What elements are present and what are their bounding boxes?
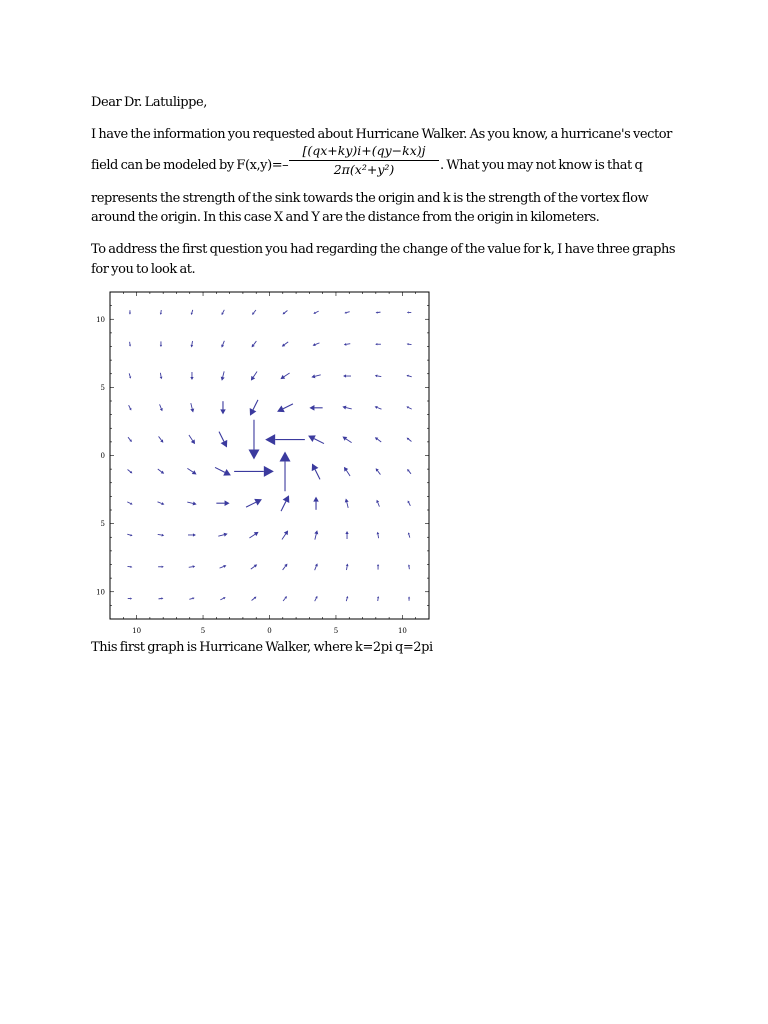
vector-arrow (160, 310, 162, 315)
vector-arrow (189, 565, 195, 568)
vector-arrow-head (130, 566, 132, 568)
vector-arrow-head (193, 533, 196, 536)
paragraph-1-line-1: I have the information you requested about Hurricane Walker. As you know, a hurricane's vector (91, 127, 672, 142)
vector-arrow (314, 530, 318, 539)
vector-arrow-head (190, 345, 193, 348)
vector-arrow (190, 372, 193, 380)
vector-arrow-head (160, 345, 162, 347)
paragraph-1-line-3: represents the strength of the sink towards the origin and k is the strength of the vortex flow (91, 191, 649, 206)
vector-arrow-shaft (408, 407, 411, 409)
vector-arrow (406, 375, 411, 377)
vector-arrow-shaft (252, 598, 255, 600)
vector-arrow-head (192, 597, 194, 599)
vector-arrow-shaft (127, 534, 130, 535)
vector-arrow-shaft (189, 435, 193, 441)
vector-arrow-shaft (284, 311, 287, 313)
vector-arrow (251, 564, 257, 569)
vector-arrow-shaft (254, 310, 256, 313)
vector-arrow-head (346, 596, 348, 598)
vector-field-plot (90, 287, 435, 639)
vector-arrow-head (408, 564, 410, 566)
vector-arrow (187, 468, 196, 474)
vector-arrow-shaft (192, 341, 193, 345)
x-tick-label: 10 (132, 627, 142, 635)
vector-arrow-shaft (315, 534, 316, 540)
vector-arrow (127, 534, 132, 536)
vector-arrow-head (346, 564, 349, 567)
vector-arrow (376, 311, 381, 313)
vector-arrow-shaft (346, 408, 352, 409)
vector-arrow-shaft (218, 535, 224, 536)
vector-arrow (345, 531, 348, 539)
vector-arrow (215, 467, 231, 475)
x-tick-label: 0 (267, 627, 272, 635)
vector-arrow (407, 438, 412, 442)
vector-arrow (311, 374, 320, 378)
vector-arrow (408, 564, 410, 569)
vector-arrow (313, 497, 319, 510)
vector-arrow (346, 564, 349, 570)
vector-arrow-shaft (377, 376, 381, 377)
vector-arrow-shaft (191, 403, 192, 409)
vector-arrow (234, 466, 274, 477)
vector-arrow (252, 310, 256, 315)
vector-arrow-shaft (253, 341, 256, 345)
vector-arrow-shaft (127, 502, 130, 504)
y-tick-label: 10 (96, 315, 105, 324)
vector-arrow-head (377, 596, 379, 598)
vector-arrow-head (161, 597, 163, 599)
vector-arrow (248, 420, 259, 460)
vector-arrow-shaft (377, 439, 381, 442)
vector-arrow-shaft (223, 310, 225, 313)
vector-arrow (250, 400, 258, 416)
vector-arrow-head (254, 532, 259, 536)
vector-arrow (377, 532, 380, 538)
vector-arrow (315, 563, 318, 570)
vector-arrow-shaft (284, 373, 290, 377)
vector-arrow-shaft (223, 371, 224, 377)
vector-arrow-head (284, 530, 288, 535)
vector-arrow-head (377, 532, 380, 535)
vector-arrow (158, 566, 164, 568)
vector-arrow-head (264, 466, 274, 477)
vector-arrow-shaft (377, 471, 380, 475)
vector-arrow-head (248, 449, 259, 459)
vector-arrow-head (192, 470, 197, 474)
vector-arrow (220, 565, 227, 568)
vector-arrow-head (190, 408, 194, 412)
vector-arrow (221, 341, 224, 348)
vector-arrow-shaft (159, 436, 162, 440)
vector-arrow (159, 436, 164, 442)
vector-arrow-head (408, 596, 410, 598)
vector-arrow-shaft (408, 439, 411, 441)
vector-arrow-shaft (187, 502, 193, 503)
vector-arrow (189, 597, 194, 599)
formula-numerator: [(qx+ky)i+(qy−kx)j (302, 143, 426, 158)
vector-arrow (187, 502, 196, 506)
paragraph-2-line-2: for you to look at. (91, 262, 196, 277)
vector-arrow (376, 468, 381, 474)
vector-arrow (249, 532, 258, 538)
vector-arrow-shaft (220, 566, 224, 568)
vector-arrow-shaft (253, 371, 257, 377)
vector-arrow-head (342, 406, 346, 410)
vector-arrow (218, 533, 227, 537)
vector-arrow-shaft (192, 310, 193, 313)
vector-arrow-shaft (346, 344, 350, 345)
x-tick-label: 10 (397, 627, 407, 635)
vector-arrow (160, 373, 163, 379)
vector-arrow (406, 406, 411, 409)
vector-arrow (282, 530, 288, 539)
vector-arrow (344, 343, 350, 346)
vector-arrow (312, 463, 320, 479)
x-tick-label: 5 (200, 627, 206, 635)
vector-arrow (407, 469, 411, 474)
vector-arrow (246, 499, 262, 507)
vector-arrow (189, 435, 195, 444)
vector-arrow (313, 343, 320, 346)
vector-arrow-head (265, 434, 275, 445)
vector-arrow (277, 404, 293, 412)
vector-arrow (346, 596, 348, 601)
vector-arrow (345, 499, 349, 508)
vector-arrow-shaft (315, 469, 320, 479)
vector-arrow-head (311, 374, 315, 378)
vector-arrow (128, 597, 132, 599)
vector-arrow (158, 502, 165, 505)
vector-arrow-shaft (283, 404, 293, 409)
vector-arrow-shaft (346, 312, 349, 313)
vector-arrow (158, 534, 164, 537)
vector-arrow-head (342, 437, 347, 441)
vector-arrow-head (343, 374, 346, 377)
vector-arrow-shaft (281, 501, 286, 511)
paragraph-1-line-2-end: . What you may not know is that q (440, 158, 643, 173)
vector-arrow (377, 596, 379, 601)
vector-arrow (376, 500, 379, 507)
vector-arrow-head (160, 377, 163, 380)
paragraph-1-line-4: around the origin. In this case X and Y are the distance from the origin in kilometers. (91, 210, 600, 225)
vector-arrow-head (193, 502, 197, 506)
vector-arrow-head (280, 452, 291, 462)
vector-arrow-head (313, 497, 319, 502)
vector-arrow (375, 437, 381, 442)
vector-arrow-head (344, 312, 346, 314)
vector-arrow-shaft (223, 341, 225, 345)
vector-arrow (280, 452, 291, 492)
vector-arrow (281, 495, 289, 511)
vector-arrow-head (344, 343, 347, 346)
vector-arrow-head (408, 532, 410, 534)
x-tick-label: 5 (333, 627, 339, 635)
vector-arrow-shaft (314, 439, 324, 444)
vector-arrow (377, 564, 379, 570)
vector-arrow-head (191, 313, 193, 315)
vector-arrow-shaft (246, 502, 256, 507)
vector-arrow-shaft (347, 502, 348, 508)
vector-arrow (283, 596, 287, 601)
vector-arrow-shaft (158, 469, 162, 472)
vector-arrow (252, 341, 257, 347)
vector-arrow (251, 371, 257, 380)
vector-arrow-shaft (128, 469, 131, 471)
vector-arrow (128, 469, 133, 473)
greeting: Dear Dr. Latulippe, (91, 95, 207, 110)
y-tick-label: 5 (100, 520, 105, 529)
vector-arrow (252, 597, 257, 601)
vector-arrow-shaft (284, 342, 288, 345)
vector-arrow-head (375, 375, 378, 378)
paragraph-2-line-1: To address the first question you had regarding the change of the value for k, I have three graphs (91, 242, 676, 257)
vector-arrow-shaft (160, 373, 161, 377)
plot-frame (110, 292, 429, 619)
vector-arrow (160, 404, 163, 411)
vector-arrow (344, 312, 349, 314)
vector-arrow-head (377, 564, 379, 566)
vector-arrow (216, 500, 229, 506)
vector-arrow-shaft (409, 534, 410, 537)
fraction-bar (289, 160, 439, 161)
vector-arrow-head (314, 530, 318, 534)
vector-arrow (309, 405, 322, 411)
vector-arrow-head (280, 375, 285, 379)
vector-arrow (190, 341, 193, 347)
vector-arrow-shaft (378, 502, 380, 506)
vector-arrow-shaft (253, 400, 258, 410)
vector-arrow (129, 310, 131, 314)
vector-arrow-shaft (378, 534, 379, 538)
vector-arrow-shaft (346, 439, 352, 443)
vector-arrow (129, 405, 132, 410)
vector-arrow-shaft (187, 468, 193, 472)
vector-arrow-shaft (283, 566, 286, 570)
y-tick-label: 0 (100, 452, 105, 460)
vector-arrow-head (225, 500, 230, 506)
vector-arrow-shaft (315, 343, 319, 345)
vector-arrow (160, 341, 162, 347)
vector-arrow-shaft (282, 534, 286, 540)
vector-arrow-shaft (189, 567, 193, 568)
y-tick-label: 5 (100, 383, 105, 392)
figure-caption: This first graph is Hurricane Walker, where k=2pi q=2pi (91, 640, 433, 655)
vector-arrow (265, 434, 305, 445)
vector-arrow-head (129, 376, 131, 378)
vector-arrow (129, 373, 131, 378)
vector-arrow-head (191, 439, 195, 444)
vector-arrow-head (345, 499, 349, 503)
vector-arrow-head (221, 377, 225, 381)
vector-arrow-head (375, 343, 377, 345)
vector-arrow (408, 501, 411, 506)
vector-arrow (222, 310, 225, 315)
vector-arrow (408, 596, 410, 600)
vector-arrow-shaft (215, 467, 225, 472)
vector-arrow (308, 435, 324, 443)
vector-arrow-shaft (315, 598, 317, 601)
vector-arrow-head (309, 405, 314, 411)
vector-arrow-head (130, 534, 132, 536)
vector-arrow-head (376, 311, 378, 313)
vector-arrow (344, 467, 350, 476)
vector-arrow-shaft (315, 566, 317, 570)
vector-arrow (282, 342, 288, 347)
vector-arrow (127, 566, 132, 568)
vector-arrow-shaft (129, 405, 131, 408)
vector-arrow (342, 406, 351, 410)
vector-arrow-shaft (409, 503, 411, 506)
vector-field-formula (289, 143, 439, 178)
vector-arrow (375, 406, 382, 409)
vector-arrow-head (193, 565, 196, 568)
vector-arrow (342, 437, 351, 443)
vector-arrow-shaft (249, 534, 255, 538)
vector-arrow-shaft (315, 375, 321, 376)
vector-arrow-head (407, 343, 409, 345)
vector-arrow-shaft (219, 432, 224, 442)
vector-arrow-shaft (158, 502, 162, 504)
vector-arrow-shaft (346, 598, 347, 601)
vector-arrow-head (161, 534, 164, 537)
vector-arrow-shaft (408, 376, 411, 377)
vector-arrow (221, 371, 225, 380)
vector-arrow-head (251, 376, 255, 381)
vector-arrow (283, 564, 288, 570)
vector-arrow (190, 403, 194, 412)
vector-arrow-shaft (158, 534, 162, 535)
vector-arrow (127, 502, 132, 505)
vector-arrow (313, 311, 318, 314)
vector-arrow (158, 469, 164, 474)
vector-arrow-shaft (160, 404, 162, 408)
vector-arrow (343, 374, 351, 377)
vector-arrow (159, 597, 164, 599)
vector-arrow-shaft (220, 598, 223, 600)
vector-arrow-shaft (377, 407, 381, 409)
vector-arrow-shaft (346, 470, 350, 476)
vector-arrow-shaft (189, 598, 192, 599)
vector-arrow-head (406, 375, 408, 377)
vector-arrow-head (129, 345, 131, 347)
vector-arrow-head (160, 313, 162, 315)
vector-arrow (375, 375, 381, 378)
vector-arrow-head (220, 409, 226, 414)
vector-arrow (283, 311, 288, 315)
vector-arrow (220, 401, 226, 414)
vector-arrow-head (344, 467, 348, 472)
y-tick-label: 10 (96, 588, 105, 597)
vector-arrow (220, 597, 225, 600)
vector-arrow-shaft (129, 373, 130, 376)
vector-arrow (407, 311, 411, 313)
vector-arrow (191, 310, 193, 315)
vector-arrow (375, 343, 381, 345)
vector-arrow (315, 596, 318, 601)
vector-arrow-shaft (315, 311, 318, 313)
vector-arrow (128, 437, 132, 442)
vector-arrow-head (224, 533, 228, 537)
vector-arrow (219, 432, 227, 448)
vector-arrow (129, 342, 131, 347)
vector-arrow (407, 343, 412, 345)
vector-arrow-head (407, 311, 409, 313)
vector-arrow-shaft (251, 566, 255, 569)
vector-arrow-head (129, 313, 131, 315)
vector-arrow-head (130, 597, 132, 599)
vector-arrow (188, 533, 196, 536)
vector-arrow-head (162, 566, 164, 568)
vector-arrow-head (190, 377, 193, 380)
vector-arrow (280, 373, 289, 379)
formula-denominator: 2π(x²+y²) (333, 162, 395, 177)
paragraph-1-line-2-start: field can be modeled by F(x,y)=– (91, 158, 289, 173)
vector-arrow (408, 532, 410, 537)
vector-arrow-shaft (346, 566, 347, 570)
vector-arrow-head (345, 531, 348, 534)
vector-arrow-shaft (128, 437, 130, 440)
vector-arrow-shaft (409, 471, 411, 474)
vector-arrow-shaft (283, 598, 285, 601)
